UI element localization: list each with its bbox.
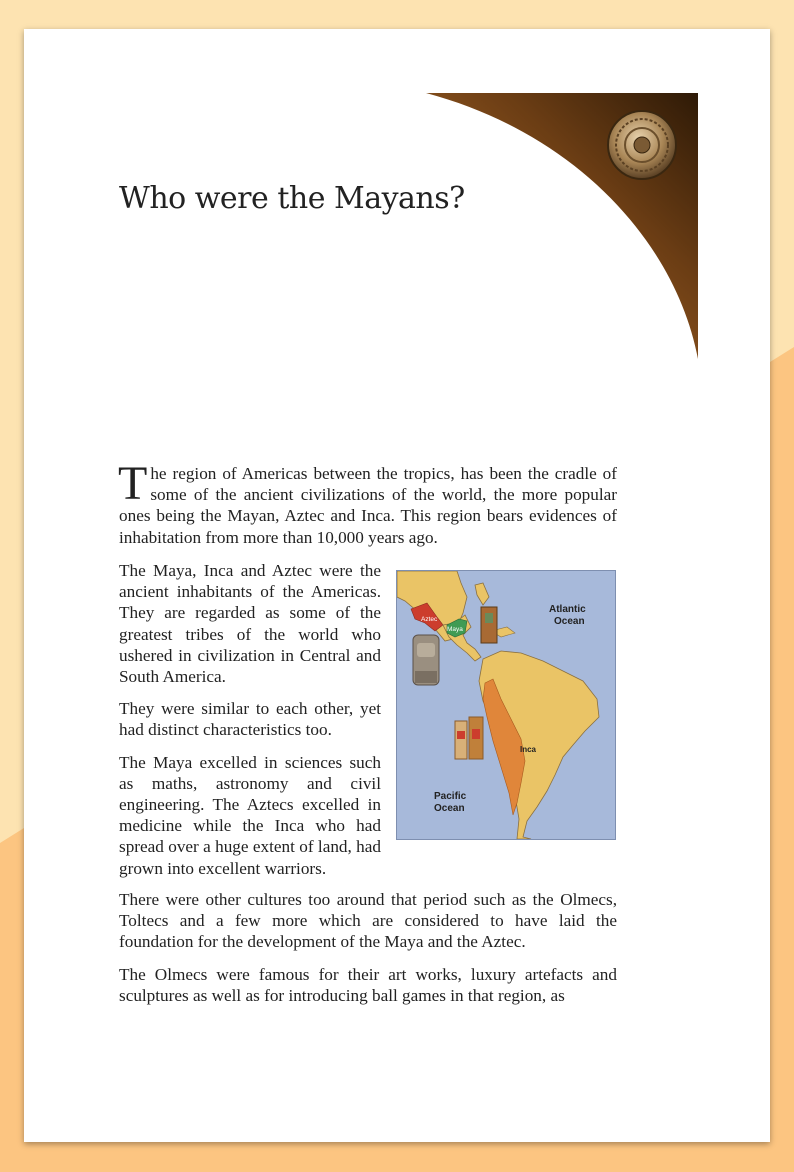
column-paragraph-2: They were similar to each other, yet had distinct characteristics too. — [119, 699, 381, 740]
column-paragraph-3: The Maya excelled in sciences such as maths, astronomy and civil engineering. The Aztecs excelled in medicine while the Inca who had spread over a huge extent of land, had grown into excellent warriors. — [119, 752, 381, 878]
label-pacific: Pacific — [434, 791, 467, 802]
document-page — [24, 29, 770, 1142]
tail-paragraph-2: The Olmecs were famous for their art works, luxury artefacts and sculptures as well as for introducing ball games in that region, as — [119, 964, 617, 1005]
label-maya: Maya — [447, 626, 463, 633]
page-title: Who were the Mayans? — [119, 181, 465, 216]
stone-head-figure — [413, 635, 439, 685]
tail-paragraph-1: There were other cultures too around that period such as the Olmecs, Toltecs and a few more which are considered to have laid the foundation for the development of the Maya and the Aztec. — [119, 890, 617, 952]
mayan-figure — [481, 607, 497, 643]
bottom-text — [119, 889, 617, 1017]
label-atlantic-ocean: Ocean — [554, 616, 585, 627]
americas-map — [396, 570, 616, 840]
calendar-stone-icon — [608, 111, 676, 179]
intro-text: he region of Americas between the tropics, has been the cradle of some of the ancient civilizations of the world, the more popular ones being the Mayan, Aztec and Inca. This region bears evidences of inhabitation from more than 10,000 years ago. — [119, 464, 617, 547]
label-pacific-ocean: Ocean — [434, 803, 465, 814]
label-aztec: Aztec — [421, 616, 438, 623]
label-atlantic: Atlantic — [549, 604, 586, 615]
inca-figures — [455, 717, 483, 759]
drop-cap: T — [118, 457, 148, 510]
intro-paragraph — [118, 457, 617, 548]
column-paragraph-1: The Maya, Inca and Aztec were the ancient inhabitants of the Americas. They are regarded as some of the greatest tribes of the world who ushered in civilization in Central and South America. — [119, 561, 381, 687]
label-inca: Inca — [520, 745, 537, 754]
corner-decoration — [426, 93, 698, 359]
left-column-text — [119, 560, 381, 890]
